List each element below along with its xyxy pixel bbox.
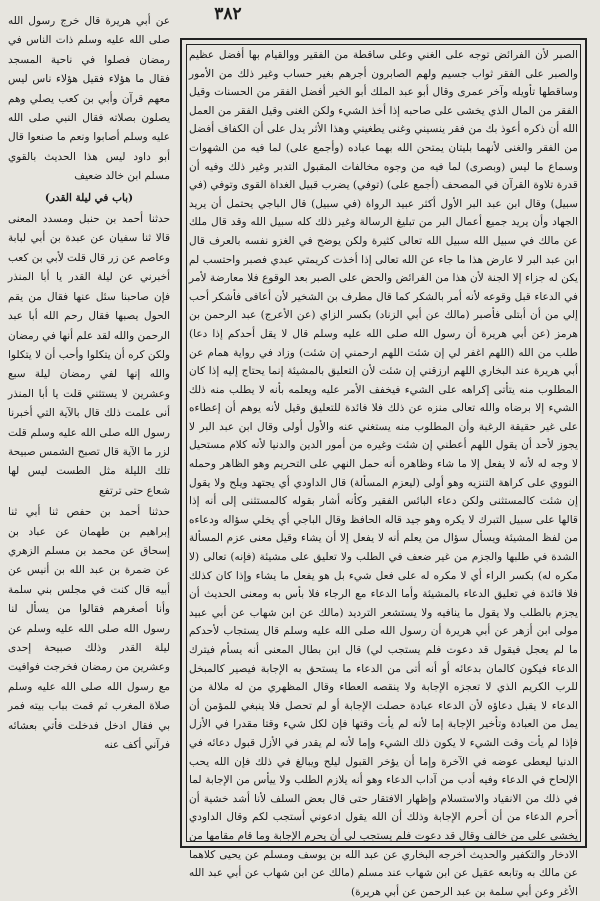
margin-paragraph: عن أبي هريرة قال خرج رسول الله صلى الله عليه وسلم ذات الناس في رمضان فصلوا في ناحية المسجد فقال ما هؤلاء فقيل هؤلاء ناس ليس معهم قرآن وأبي بن كعب يصلي وهم يصلون بصلاته فقال النبي صلى الله عليه وسلم أصابوا ونعم ما صنعوا قال أبو داود ليس هذا الحديث بالقوي مسلم ابن خالد ضعيف: [8, 15, 170, 183]
page-number: ٣٨٢: [214, 4, 242, 24]
margin-paragraph: حدثنا أحمد بن حفص ثنا أبي ثنا إبراهيم بن طهمان عن عباد بن إسحاق عن محمد بن مسلم الزهري عن ضمرة بن عبد الله بن أنيس عن أبيه قال كنت في مجلس بني سلمة وأنا أصغرهم فقالوا من يسأل لنا رسول الله صلى الله عليه وسلم عن ليلة القدر وذلك صبيحة إحدى وعشرين من رمضان فخرجت فوافيت مع رسول الله صلى الله عليه وسلم صلاة المغرب ثم قمت بباب بيته فمر بي فقال ادخل فدخلت فأتي بعشائه فرآني أكف عنه: [8, 506, 170, 752]
margin-text-column: [8, 12, 170, 852]
main-paragraph: الصبر لأن الفرائض توجه على الغني وعلى ساقطة من الفقير ووالقيام بها أفضل عظيم والصبر على الفقر ثواب جسيم ولهم الصابرون أجرهم بغير حساب وغير ذلك من الأمور وساقطها تأويله وآخر عمرى وقال أبو عبد الملك أبو الخير أفضل الفقر من الحسنات وقيل الفقر من المال الذي يخشى على صاحبه إذا أخذ الشيء ولكن الغنى وقيل الفقر من العمل الله أن ذكره أعوذ بك من فقر ينسيني وغنى يطغيني وهذا الأثر يدل على أن الكفاف أفضل من الفقر والغنى لأنهما بليتان يمتحن الله بهما عباده (وأجمع على) لما فيه من الشهوات وسماع ما ليس (وبصرى) لما فيه من وجوه مخالفات المقبول التدبر وغير ذلك وفيه أن قدرة تلاوة القرآن في المصحف (أجمع على) (توفي) يضرب قبيل الغداة القوى وتوفي (في سبيل) وقال ابن عبد البر الأول أكثر عبيد الرواة (في سبيل) قال الباجي يحتمل أن يريد الجهاد وأن يريد جميع أعمال البر من تبليغ الرسالة وغير ذلك كله سبيل الله وقد قال ملك عن مالك في سبيل الله سبيل الله تعالى كثيرة ولكن يوضح في الغزو نفسه بالعرف قال ابن عبد البر لا عارض هذا ما جاء عن الله تعالى إذا أخذت كريمتي عبدي فصبر واحتسب لم يكن له جزاء إلا الجنة لأن هذا من الفرائض والحض على الصبر بعد الوقوع فلا معارضة لأمر في الدعاء قبل وقوعه لأنه أمر بالشكر كما قال مطرف بن الشخير لأن أعافى فأشكر أحب إلي من أن أبتلى فأصبر (مالك عن أبي الزناد) بكسر الزاي (عن الأعرج) عبد الرحمن بن هرمز (عن أبي هريرة أن رسول الله صلى الله عليه وسلم قال لا يقل أحدكم إذا دعا) طلب من الله (اللهم اغفر لي إن شئت اللهم ارحمني إن شئت) وزاد في رواية همام عن أبي هريرة عند البخاري اللهم ارزقني إن شئت لأن التعليق بالمشيئة إنما يحتاج إليه إذا كان المطلوب منه يتأتى إكراهه على الشيء فيخفف الأمر عليه ويعلمه بأنه لا يطلب منه ذلك الشيء إلا برضاه والله تعالى منزه عن ذلك فلا فائدة للتعليق وقيل لأنه يوهم أن إعطاءه على غير حقيقة الرغبة وأن المطلوب منه يستغني عنه والأول أولى وقال ابن عبد البر لا يجوز لأحد أن يقول اللهم أعطني إن شئت وغيره من أمور الدين والدنيا لأنه كلام مستحيل لا وجه له لأنه لا يفعل إلا ما شاء وظاهره أنه حمل النهي على التحريم وهو الظاهر وحمله النووي على كراهة التنزيه وهو أولى (ليعزم المسألة) قال الداودي أي يجتهد ويلح ولا يقول إن شئت كالمستثنى ولكن دعاء البائس الفقير وكأنه أشار بقوله كالمستثنى إلى أنه إذا قالها على سبيل التبرك لا يكره وهو جيد قاله الحافظ وقال الباجي أي يخلي سؤاله ودعاءه من لفظ المشيئة ويسأل سؤال من يعلم أنه لا يفعل إلا أن يشاء وقيل معنى عزم المسألة الشدة في طلبها والجزم من غير ضعف في الطلب ولا تعليق على مشيئة (فإنه) تعالى (لا مكره له) بكسر الراء أي لا مكره له على فعل شيء بل هو يفعل ما يشاء وإذا كان كذلك فلا فائدة في تعليق الدعاء بالمشيئة وأما الدعاء مع الرجاء فلا بأس به ومعنى الحديث أن يجزم بالطلب ولا يقول ما ينافيه ولا يستشعر الترديد (مالك عن ابن شهاب عن أبي عبيد مولى ابن أزهر عن أبي هريرة أن رسول الله صلى الله عليه وسلم قال يستجاب لأحدكم ما لم يعجل فيقول قد دعوت فلم يستجب لي) قال ابن بطال المعنى أنه يسأم فيترك الدعاء فيكون كالمان بدعائه أو أنه أتى من الدعاء ما يستحق به الإجابة فيصير كالمبخل للرب الكريم الذي لا تعجزه الإجابة ولا ينقصه العطاء وقال المظهري من له ملالة من الدعاء لا يقبل دعاؤه لأن الدعاء عبادة حصلت الإجابة أو لم تحصل فلا ينبغي للمؤمن أن يمل من العبادة وتأخير الإجابة إما لأنه لم يأت وقتها فإن لكل شيء وقتا مقدرا في الأزل فإذا لم يأت وقت الشيء لا يكون ذلك الشيء وإما لأنه لم يقدر في الأزل قبول دعائه في الدنيا ليعطى عوضه في الآخرة وإما أن يؤخر القبول ليلح ويبالغ في ذلك فإن الله يحب الإلحاح في الدعاء وفيه أدب من آداب الدعاء وهو أنه يلازم الطلب ولا ييأس من الإجابة لما في ذلك من الانقياد والاستسلام وإظهار الافتقار حتى قال بعض السلف لأنا أشد خشية أن أحرم الدعاء من أن أحرم الإجابة وذلك أن الله يقول ادعوني أستجب لكم وقال الداودي يخشى على من خالف وقال قد دعوت فلم يستجب لي أن يحرم الإجابة وما قام مقامها من الادخار والتكفير والحديث أخرجه البخاري عن عبد الله بن يوسف ومسلم عن يحيى كلاهما عن مالك به وتابعه عقيل عن ابن شهاب عند مسلم (مالك عن ابن شهاب عن أبي عبد الله الأغر وعن أبي سلمة بن عبد الرحمن عن أبي هريرة): [189, 49, 578, 898]
main-text-block: [189, 46, 578, 898]
margin-paragraph: حدثنا أحمد بن حنبل ومسدد المعنى قالا ثنا سفيان عن عبدة بن أبي لبابة وعاصم عن زر قال قلت لأبي بن كعب أخبرني عن ليلة القدر يا أبا المنذر فإن صاحبنا سئل عنها فقال من يقم الحول يصبها فقال رحم الله أبا عبد الرحمن والله لقد علم أنها في رمضان ولكن كره أن يتكلوا وأحب أن لا يتكلوا والله إنها لفي رمضان ليلة سبع وعشرين لا يستثني قلت يا أبا المنذر أنى علمت ذلك قال بالآية التي أخبرنا رسول الله صلى الله عليه وسلم قلت لزر ما الآية قال تصبح الشمس صبيحة تلك الليلة مثل الطست ليس لها شعاع حتى ترتفع: [8, 213, 170, 497]
margin-chapter-heading: (باب في ليلة القدر): [44, 191, 134, 204]
